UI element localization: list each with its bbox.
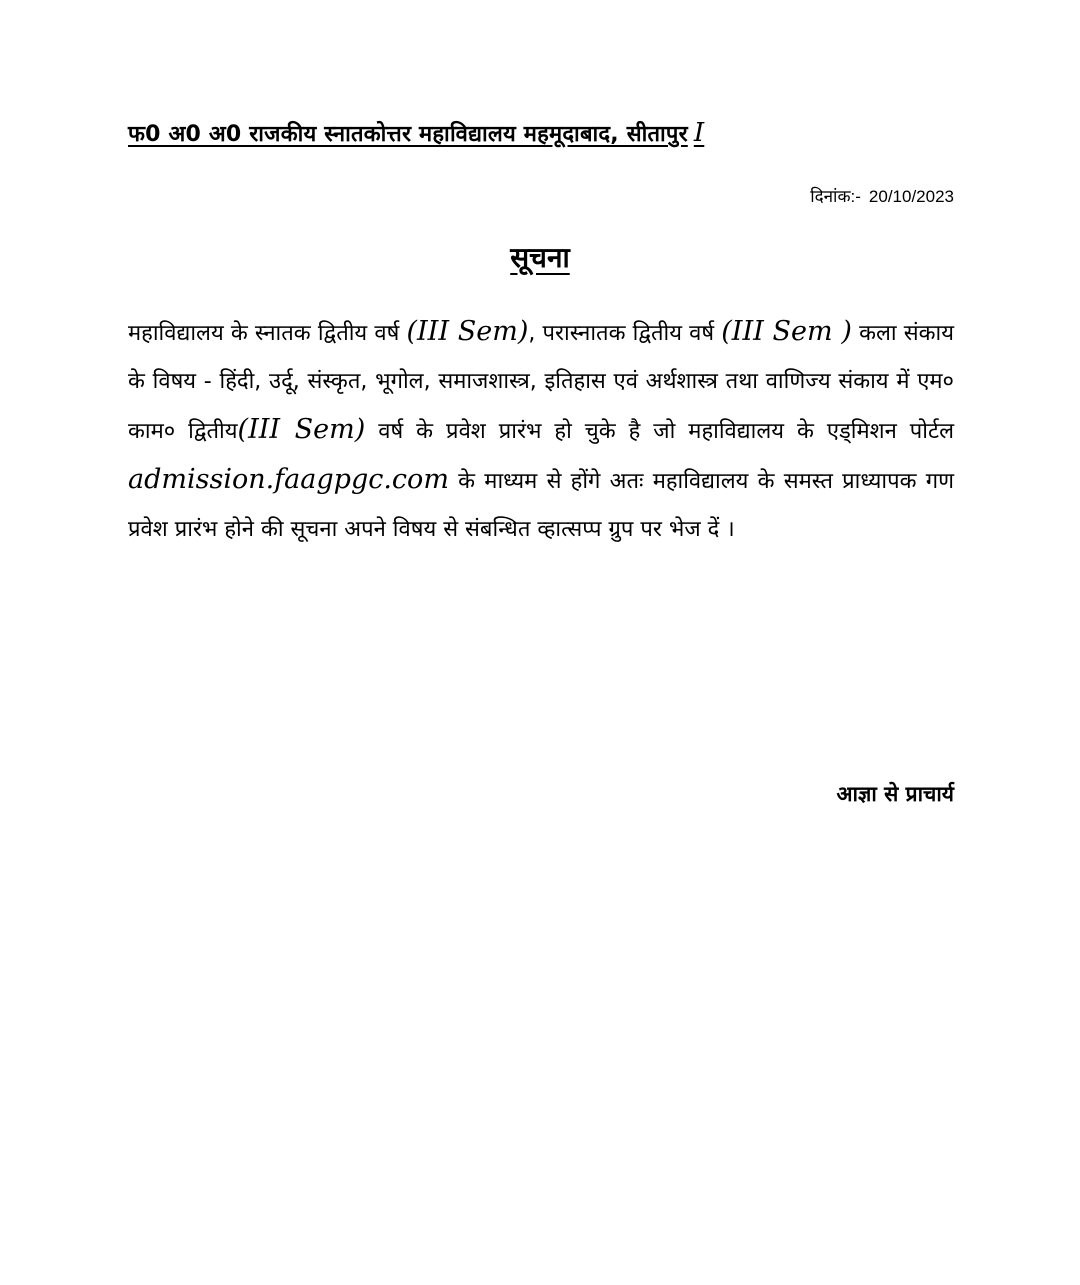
body-part-4: वर्ष के प्रवेश प्रारंभ हो चुके है जो महाविद्यालय के एड्मिशन पोर्टल	[365, 419, 955, 444]
date-line	[810, 184, 954, 207]
notice-title	[0, 238, 1080, 276]
semester-label-ug: (III Sem)	[406, 316, 529, 347]
institution-header	[128, 118, 958, 148]
signature-principal: आज्ञा से प्राचार्य	[836, 782, 954, 806]
semester-label-mcom: (III Sem)	[237, 414, 366, 445]
admission-portal-url: admission.faagpgc.com	[128, 464, 449, 495]
body-part-1: महाविद्यालय के स्नातक द्वितीय वर्ष	[128, 321, 407, 346]
body-part-5: के माध्यम से होंगे अतः महाविद्यालय के समस्त प्राध्यापक गण प्रवेश प्रारंभ होने की सूचना अपने विषय से संबन्धित व्हात्सप्प ग्रुप पर भेज दें ।	[128, 469, 954, 542]
notice-title-text: सूचना	[510, 241, 570, 274]
notice-body	[128, 308, 954, 554]
body-part-3: कला संकाय के विषय - हिंदी, उर्दू, संस्कृत, भूगोल, समाजशास्त्र, इतिहास एवं अर्थशास्त्र तथा वाणिज्य संकाय में एम० काम० द्वितीय	[128, 321, 954, 444]
header-suffix: I	[693, 118, 705, 148]
institution-name: फ0 अ0 अ0 राजकीय स्नातकोत्तर महाविद्यालय महमूदाबाद, सीतापुर	[128, 122, 688, 147]
date-value: 20/10/2023	[868, 187, 954, 206]
date-label: दिनांक:-	[810, 187, 861, 206]
body-part-2: , परास्नातक द्वितीय वर्ष	[528, 321, 722, 346]
semester-label-pg: (III Sem )	[721, 316, 852, 347]
